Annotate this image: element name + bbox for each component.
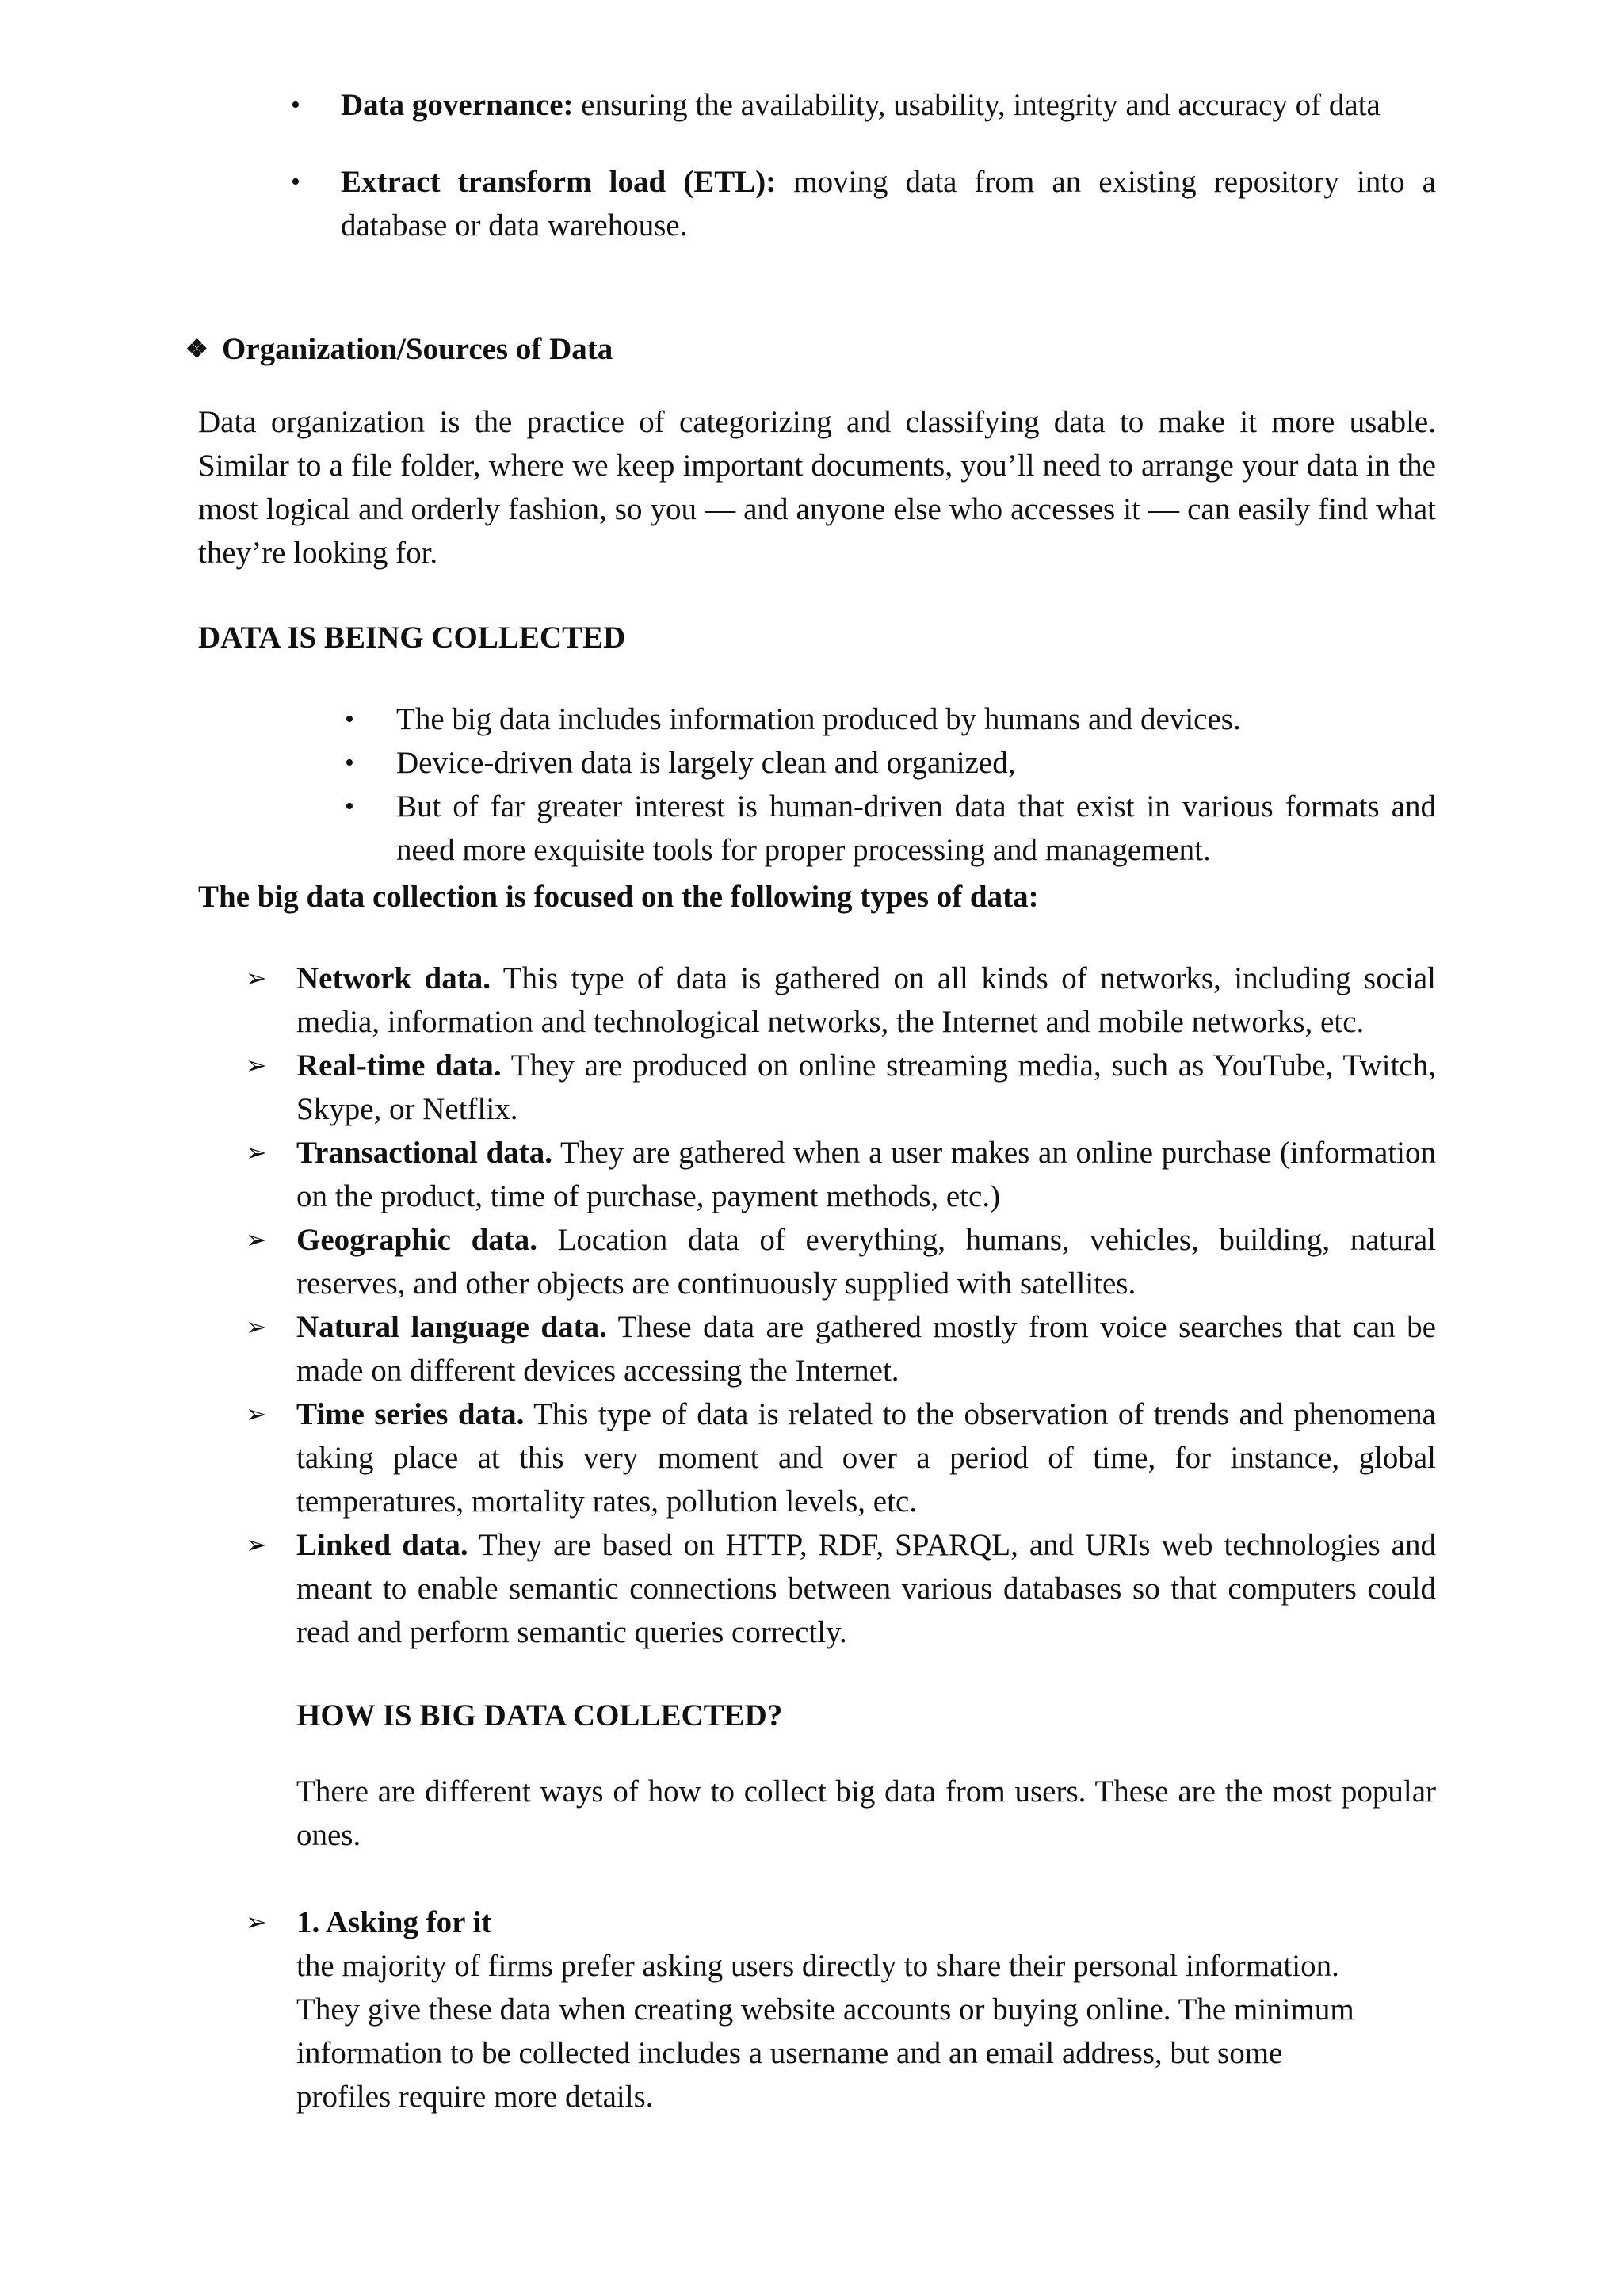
bullet-icon: • (345, 705, 354, 734)
data-type-text: They are produced on online streaming media, such as YouTube, Twitch, Skype, or Netflix. (296, 1049, 1436, 1126)
section-heading-text: Organization/Sources of Data (222, 332, 613, 366)
arrow-bullet-icon: ➢ (246, 1530, 267, 1559)
data-type-term: Real-time data. (296, 1049, 502, 1083)
list-item (341, 697, 1436, 741)
asking-title: 1. Asking for it (296, 1905, 492, 1939)
bullet-term: Data governance: (341, 88, 574, 122)
data-type-term: Linked data. (296, 1528, 468, 1562)
arrow-bullet-icon: ➢ (246, 1908, 267, 1936)
arrow-bullet-icon: ➢ (246, 1051, 267, 1079)
asking-section (246, 1901, 1436, 2118)
asking-line: profiles require more details. (296, 2080, 654, 2114)
list-item (341, 741, 1436, 785)
top-bullet-list (287, 83, 1436, 281)
data-type-term: Time series data. (296, 1397, 525, 1431)
list-item (246, 1392, 1436, 1523)
list-item (246, 1218, 1436, 1305)
arrow-bullet-icon: ➢ (246, 964, 267, 992)
list-item (246, 957, 1436, 1044)
list-item (246, 1305, 1436, 1392)
arrow-bullet-icon: ➢ (246, 1138, 267, 1167)
list-item (287, 83, 1436, 127)
bullet-text: Device-driven data is largely clean and organized, (396, 746, 1016, 780)
data-type-text: This type of data is gathered on all kinds of networks, including social media, information and technological networks, the Internet and mobile networks, etc. (296, 961, 1436, 1039)
section-heading (185, 327, 613, 371)
diamond-bullet-icon: ❖ (185, 334, 208, 363)
data-type-text: This type of data is related to the observation of trends and phenomena taking place at this very moment and over a period of time, for instance, global temperatures, mortality rates, pollution levels, etc. (296, 1397, 1436, 1519)
list-item (287, 160, 1436, 247)
data-type-text: Location data of everything, humans, vehicles, building, natural reserves, and other objects are continuously supplied with satellites. (296, 1223, 1436, 1301)
collected-heading: DATA IS BEING COLLECTED (198, 621, 626, 655)
data-type-text: They are based on HTTP, RDF, SPARQL, and URIs web technologies and meant to enable semantic connections between various databases so that computers could read and perform semantic queries correctly. (296, 1528, 1436, 1649)
asking-body (246, 1944, 1422, 2118)
bullet-icon: • (291, 167, 300, 197)
data-type-term: Transactional data. (296, 1136, 553, 1170)
data-type-term: Natural language data. (296, 1310, 607, 1344)
how-paragraph: There are different ways of how to collect big data from users. These are the most popular ones. (296, 1775, 1436, 1852)
data-type-text: These data are gathered mostly from voice searches that can be made on different devices accessing the Internet. (296, 1310, 1436, 1388)
asking-line: information to be collected includes a username and an email address, but some (296, 2036, 1283, 2070)
asking-line: the majority of firms prefer asking users directly to share their personal information. (296, 1949, 1339, 1983)
bullet-text: ensuring the availability, usability, integrity and accuracy of data (573, 88, 1381, 122)
list-item (246, 1523, 1436, 1654)
list-item (246, 1131, 1436, 1218)
types-heading: The big data collection is focused on the following types of data: (198, 880, 1039, 914)
arrow-bullet-icon: ➢ (246, 1312, 267, 1341)
intro-paragraph: Data organization is the practice of categorizing and classifying data to make it more usable. Similar to a file folder, where we keep important documents, you’ll need to arrange your data in the most logical and orderly fashion, so you — and anyone else who accesses it — can easily find what they’re looking for. (198, 405, 1436, 570)
list-item (341, 785, 1436, 872)
collected-bullet-list (341, 697, 1436, 872)
data-type-term: Network data. (296, 961, 491, 995)
arrow-bullet-icon: ➢ (246, 1400, 267, 1428)
bullet-icon: • (345, 748, 354, 777)
bullet-text: moving data from an existing repository into a database or data warehouse. (341, 165, 1436, 243)
arrow-bullet-icon: ➢ (246, 1225, 267, 1254)
list-item (246, 1044, 1436, 1131)
bullet-text: But of far greater interest is human-driven data that exist in various formats and need more exquisite tools for proper processing and management. (396, 789, 1436, 867)
bullet-icon: • (345, 792, 354, 821)
how-heading: HOW IS BIG DATA COLLECTED? (296, 1698, 783, 1733)
bullet-text: The big data includes information produced by humans and devices. (396, 702, 1241, 736)
data-type-text: They are gathered when a user makes an online purchase (information on the product, time of purchase, payment methods, etc.) (296, 1136, 1436, 1213)
data-type-term: Geographic data. (296, 1223, 538, 1257)
data-types-list (246, 957, 1436, 1654)
asking-line: They give these data when creating website accounts or buying online. The minimum (296, 1992, 1354, 2027)
bullet-icon: • (291, 90, 300, 120)
bullet-term: Extract transform load (ETL): (341, 165, 777, 199)
